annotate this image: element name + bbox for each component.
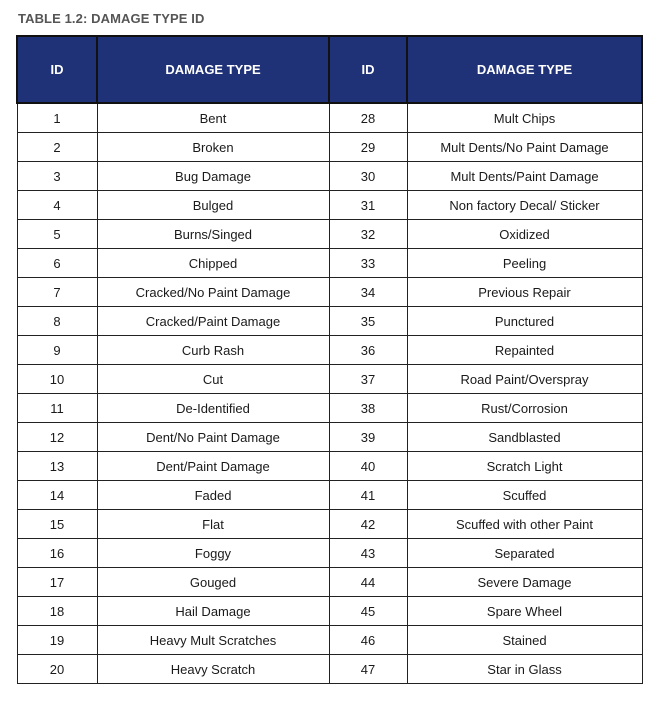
cell-id-right: 33 [329,249,407,278]
cell-damage-type-left: Chipped [97,249,329,278]
cell-id-left: 8 [17,307,97,336]
table-row [17,103,642,133]
cell-id-left: 3 [17,162,97,191]
cell-id-left: 18 [17,597,97,626]
table-row [17,394,642,423]
cell-damage-type-right: Non factory Decal/ Sticker [407,191,642,220]
cell-id-right: 37 [329,365,407,394]
table-row [17,655,642,684]
table-body [17,103,642,684]
cell-damage-type-right: Peeling [407,249,642,278]
table-row [17,597,642,626]
cell-damage-type-right: Separated [407,539,642,568]
cell-damage-type-right: Punctured [407,307,642,336]
cell-id-right: 30 [329,162,407,191]
cell-id-left: 2 [17,133,97,162]
cell-damage-type-left: Hail Damage [97,597,329,626]
table-row [17,626,642,655]
cell-damage-type-left: Bug Damage [97,162,329,191]
cell-damage-type-right: Scratch Light [407,452,642,481]
cell-id-left: 13 [17,452,97,481]
cell-id-left: 16 [17,539,97,568]
table-row [17,162,642,191]
cell-id-right: 47 [329,655,407,684]
table-row [17,452,642,481]
cell-damage-type-right: Repainted [407,336,642,365]
table-row [17,191,642,220]
cell-damage-type-right: Mult Dents/Paint Damage [407,162,642,191]
cell-id-right: 40 [329,452,407,481]
cell-damage-type-right: Previous Repair [407,278,642,307]
cell-damage-type-right: Road Paint/Overspray [407,365,642,394]
cell-id-left: 5 [17,220,97,249]
cell-id-left: 19 [17,626,97,655]
cell-damage-type-right: Spare Wheel [407,597,642,626]
cell-damage-type-left: Flat [97,510,329,539]
cell-damage-type-left: De-Identified [97,394,329,423]
table-row [17,481,642,510]
cell-damage-type-right: Oxidized [407,220,642,249]
cell-damage-type-left: Curb Rash [97,336,329,365]
header-damage-type-right: DAMAGE TYPE [407,36,642,103]
cell-id-right: 35 [329,307,407,336]
header-damage-type-left: DAMAGE TYPE [97,36,329,103]
cell-id-left: 17 [17,568,97,597]
cell-damage-type-left: Cut [97,365,329,394]
cell-damage-type-left: Bent [97,103,329,133]
cell-damage-type-left: Heavy Scratch [97,655,329,684]
cell-damage-type-right: Scuffed with other Paint [407,510,642,539]
damage-type-table [16,35,643,684]
cell-id-right: 28 [329,103,407,133]
table-header-row [17,36,642,103]
cell-damage-type-right: Scuffed [407,481,642,510]
header-id-left: ID [17,36,97,103]
cell-id-right: 32 [329,220,407,249]
cell-id-right: 43 [329,539,407,568]
table-row [17,133,642,162]
cell-id-right: 34 [329,278,407,307]
cell-id-left: 14 [17,481,97,510]
cell-damage-type-left: Broken [97,133,329,162]
table-caption: TABLE 1.2: DAMAGE TYPE ID [18,11,205,26]
cell-damage-type-left: Cracked/No Paint Damage [97,278,329,307]
table-row [17,539,642,568]
cell-id-left: 6 [17,249,97,278]
header-id-right: ID [329,36,407,103]
cell-id-right: 29 [329,133,407,162]
cell-id-left: 1 [17,103,97,133]
cell-id-left: 4 [17,191,97,220]
cell-id-left: 12 [17,423,97,452]
cell-damage-type-right: Stained [407,626,642,655]
table-row [17,568,642,597]
cell-damage-type-right: Rust/Corrosion [407,394,642,423]
cell-damage-type-right: Severe Damage [407,568,642,597]
cell-damage-type-left: Dent/Paint Damage [97,452,329,481]
table-row [17,365,642,394]
cell-damage-type-left: Gouged [97,568,329,597]
cell-id-left: 9 [17,336,97,365]
cell-id-left: 20 [17,655,97,684]
cell-damage-type-left: Dent/No Paint Damage [97,423,329,452]
cell-id-left: 7 [17,278,97,307]
cell-damage-type-left: Faded [97,481,329,510]
cell-damage-type-right: Sandblasted [407,423,642,452]
cell-id-right: 39 [329,423,407,452]
cell-id-left: 15 [17,510,97,539]
table-row [17,249,642,278]
table-row [17,220,642,249]
cell-id-right: 31 [329,191,407,220]
cell-id-right: 46 [329,626,407,655]
cell-damage-type-left: Burns/Singed [97,220,329,249]
cell-damage-type-left: Heavy Mult Scratches [97,626,329,655]
cell-damage-type-left: Cracked/Paint Damage [97,307,329,336]
cell-id-left: 10 [17,365,97,394]
table-row [17,510,642,539]
cell-damage-type-left: Foggy [97,539,329,568]
table-row [17,307,642,336]
cell-id-right: 42 [329,510,407,539]
table-row [17,278,642,307]
cell-damage-type-right: Star in Glass [407,655,642,684]
cell-id-right: 45 [329,597,407,626]
cell-id-right: 41 [329,481,407,510]
cell-damage-type-left: Bulged [97,191,329,220]
cell-id-right: 36 [329,336,407,365]
cell-damage-type-right: Mult Chips [407,103,642,133]
table-row [17,336,642,365]
table-row [17,423,642,452]
cell-damage-type-right: Mult Dents/No Paint Damage [407,133,642,162]
cell-id-right: 44 [329,568,407,597]
cell-id-right: 38 [329,394,407,423]
cell-id-left: 11 [17,394,97,423]
